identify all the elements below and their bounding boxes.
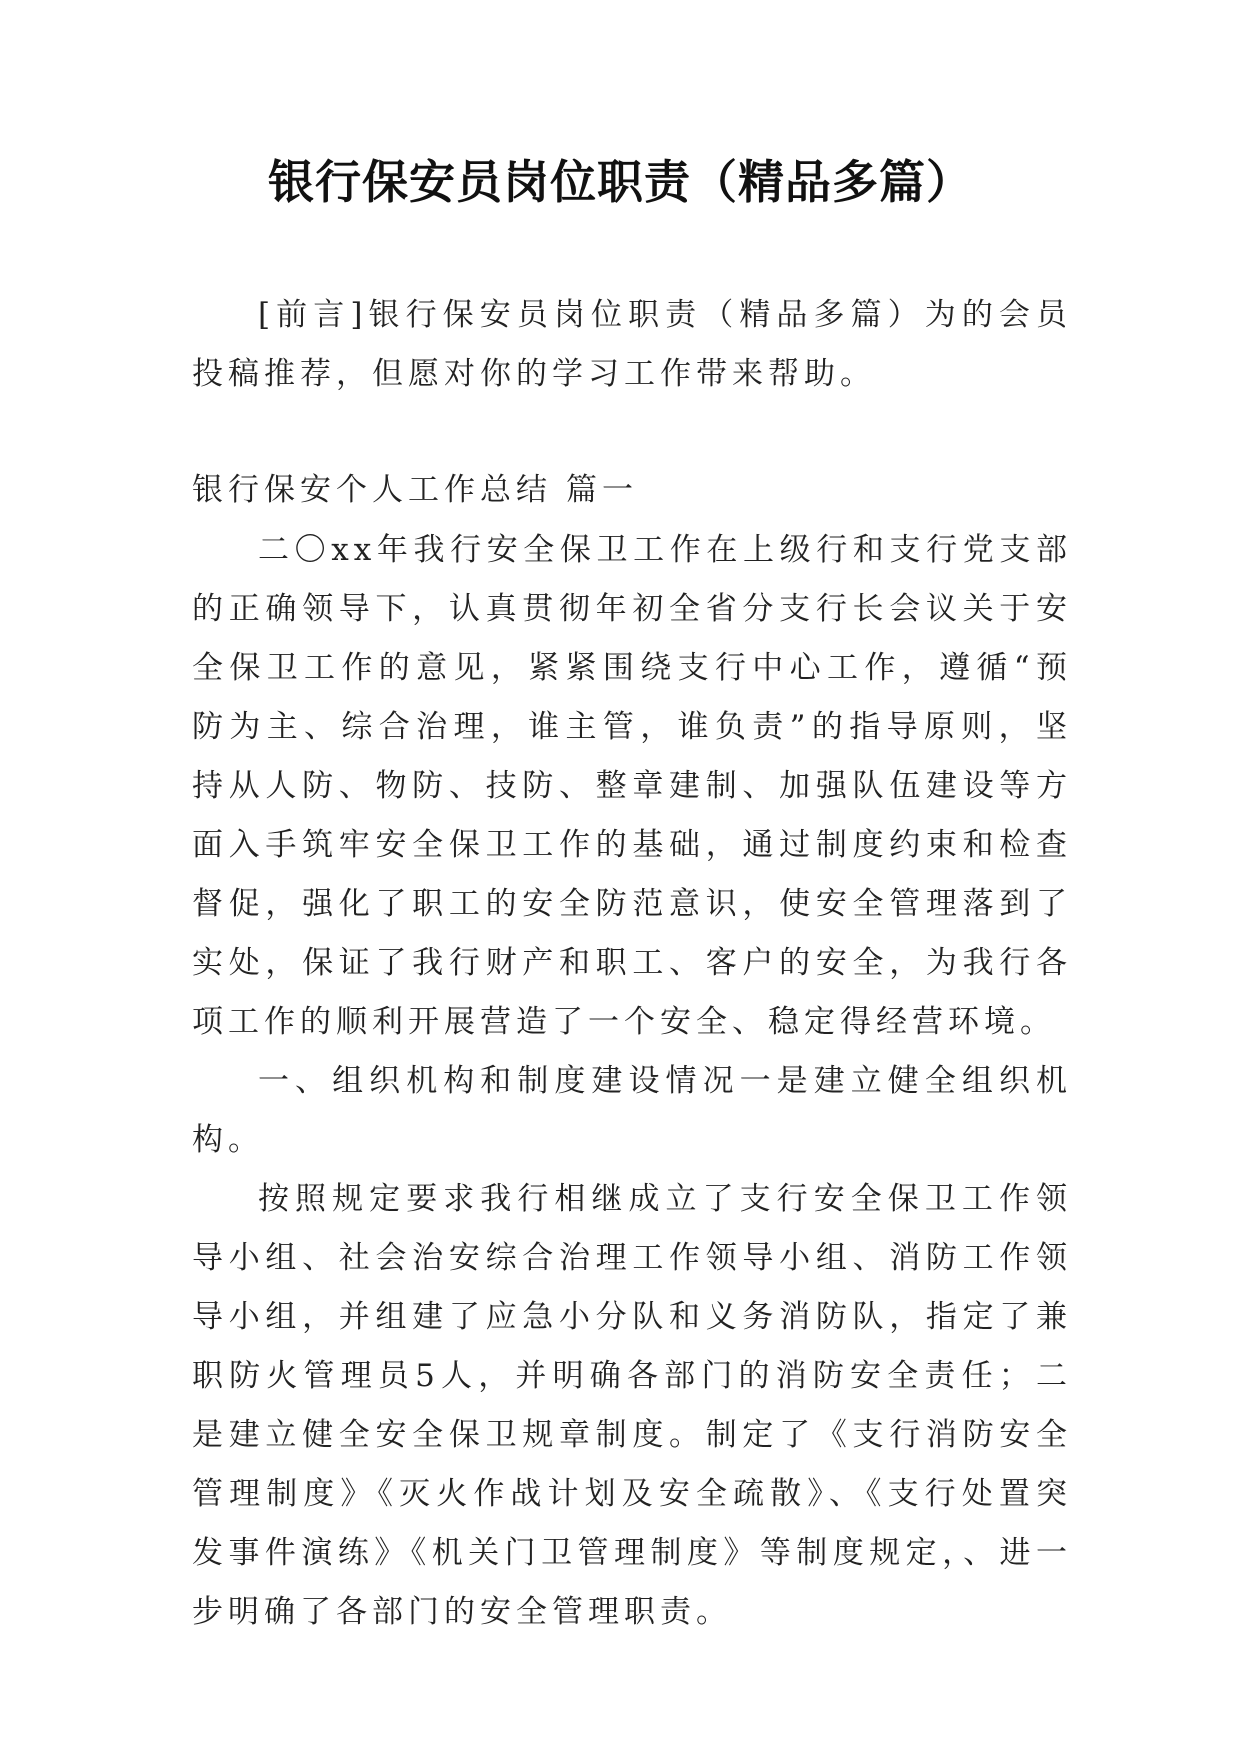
preface-paragraph: [前言]银行保安员岗位职责（精品多篇）为的会员投稿推荐，但愿对你的学习工作带来帮助。 [192,297,1072,392]
body-paragraph-1: 二〇xx年我行安全保卫工作在上级行和支行党支部的正确领导下，认真贯彻年初全省分支行长会议关于安全保卫工作的意见，紧紧围绕支行中心工作，遵循“预防为主、综合治理，谁主管，谁负责”的指导原则，坚持从人防、物防、技防、整章建制、加强队伍建设等方面入手筑牢安全保卫工作的基础，通过制度约束和检查督促，强化了职工的安全防范意识，使安全管理落到了实处，保证了我行财产和职工、客户的安全，为我行各项工作的顺利开展营造了一个安全、稳定得经营环境。 [192,532,1072,1040]
section-heading-title: 银行保安个人工作总结 [192,472,552,508]
body-paragraph-2: 一、组织机构和制度建设情况一是建立健全组织机构。 [192,1063,1072,1158]
document-title: 银行保安员岗位职责（精品多篇） [268,155,973,209]
main-content [192,521,1072,1642]
body-paragraph-3: 按照规定要求我行相继成立了支行安全保卫工作领导小组、社会治安综合治理工作领导小组、消防工作领导小组，并组建了应急小分队和义务消防队，指定了兼职防火管理员5人，并明确各部门的消防安全责任；二是建立健全安全保卫规章制度。制定了《支行消防安全管理制度》《灭火作战计划及安全疏散》、《支行处置突发事件演练》《机关门卫管理制度》等制度规定，、进一步明确了各部门的安全管理职责。 [192,1181,1072,1630]
section-heading-line [192,461,1072,520]
section-heading [192,461,1072,520]
section-heading-part: 篇一 [566,472,638,508]
preface-block [192,286,1072,404]
